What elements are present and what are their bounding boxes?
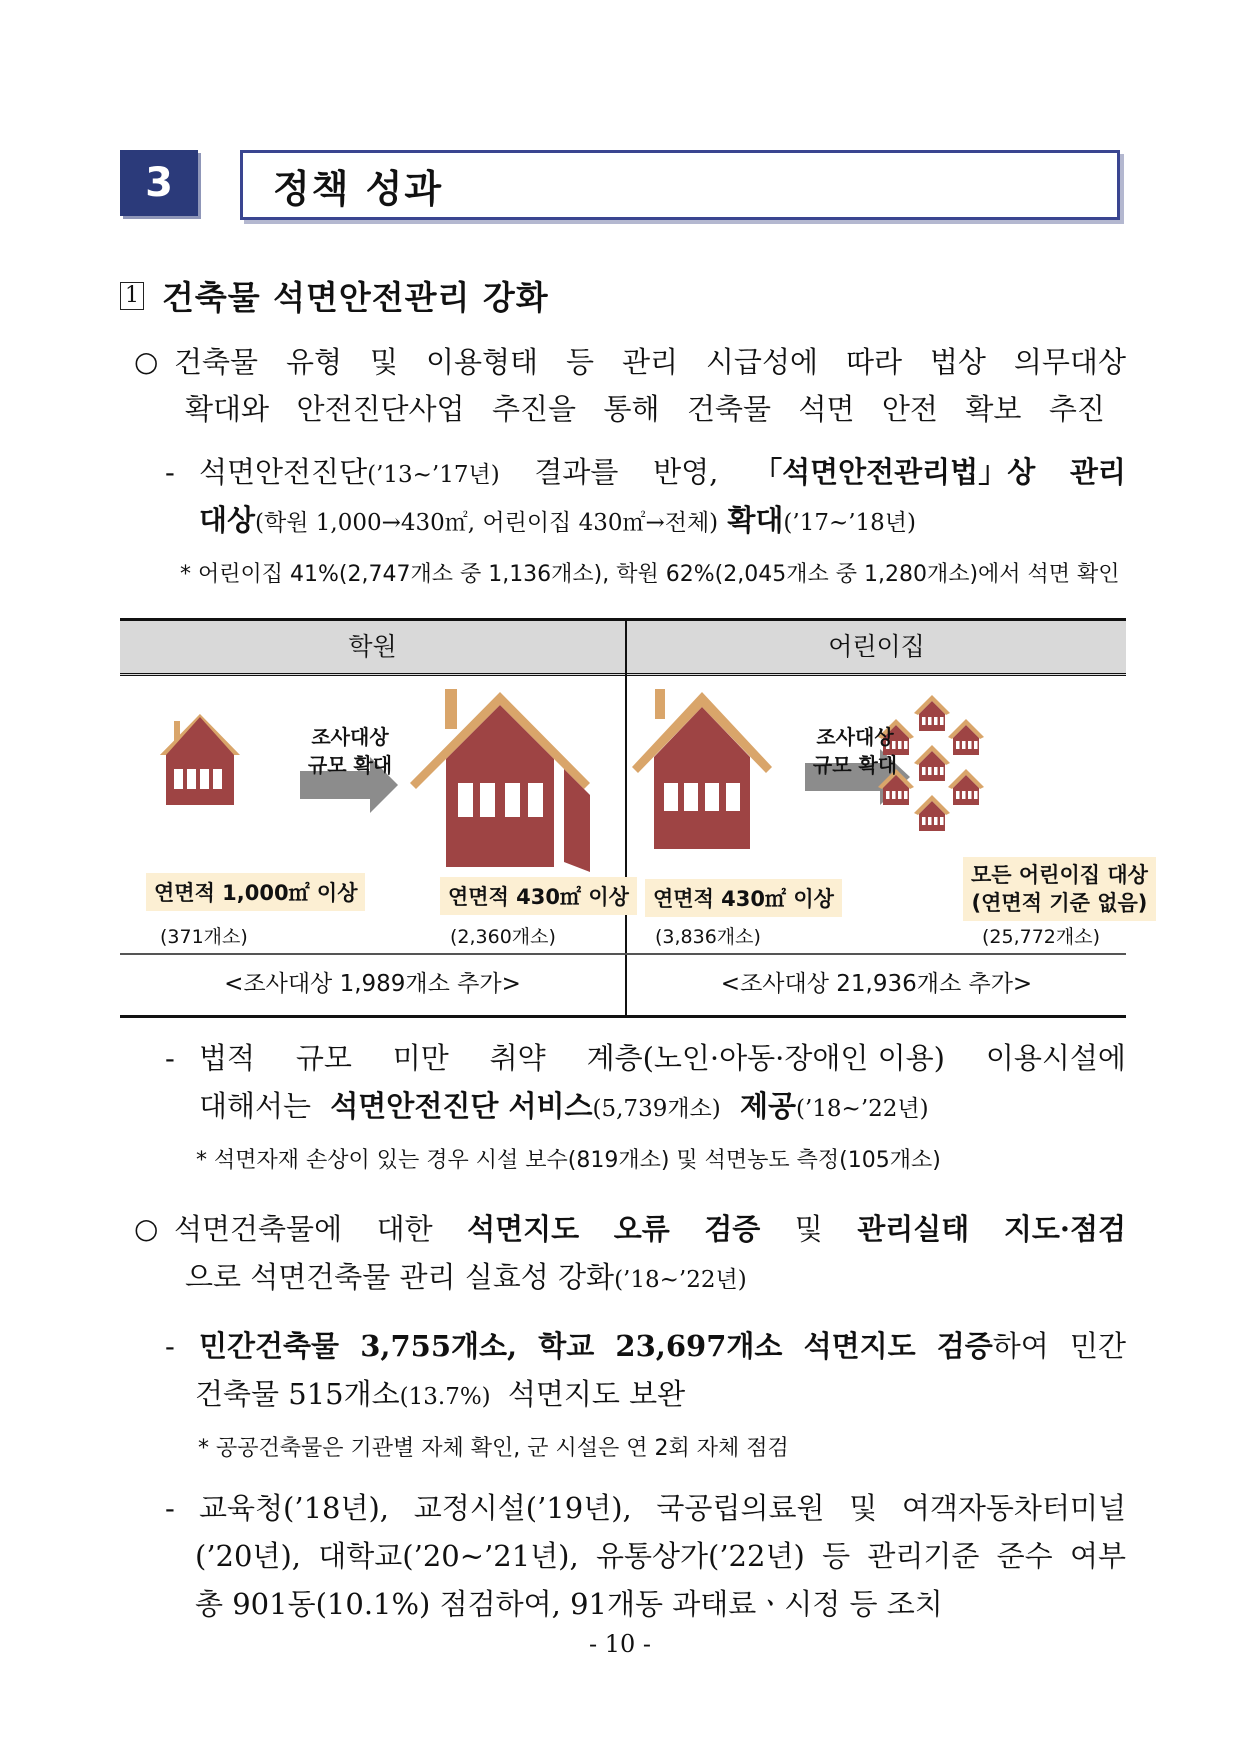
dash-item-2-line-1 [165, 1034, 1126, 1082]
dash-bullet: - [165, 455, 175, 489]
dash-bullet: - [165, 1041, 175, 1075]
word: 대한 [376, 1212, 433, 1246]
subsection-number: 1 [120, 282, 144, 310]
table-header-daycare: 어린이집 [828, 632, 925, 661]
text-small: (’18~’22년) [614, 1267, 747, 1293]
word: 통해 [603, 392, 660, 426]
word: 따라 [845, 345, 902, 379]
text-bold: 확대 [727, 503, 784, 537]
small-house-icon [948, 769, 984, 805]
word: 지도·점검 [1003, 1212, 1126, 1246]
circle-bullet: ○ [134, 1212, 159, 1245]
note-1: * 어린이집 41%(2,747개소 중 1,136개소), 학원 62%(2,045개소 중 1,280개소)에서 석면 확인 [180, 562, 1120, 587]
dash-bullet: - [165, 1491, 175, 1525]
word: 교정시설(’19년), [413, 1491, 632, 1525]
word: 민간 [1069, 1329, 1126, 1363]
text-small: (학원 1,000→430㎡, 어린이집 430㎡→전체) [255, 510, 719, 536]
text-small: (13.7%) [399, 1384, 491, 1410]
table-footer-academy: <조사대상 1,989개소 추가> [224, 971, 521, 997]
word: 하여 [992, 1329, 1049, 1363]
word: 국공립의료원 [656, 1491, 825, 1525]
dash-item-4-line-2 [195, 1532, 1126, 1580]
word-group [937, 1322, 1049, 1370]
text-bold: 제공 [739, 1089, 796, 1123]
word: 석면지도 [467, 1212, 580, 1246]
text-bold: 대상 [199, 503, 256, 537]
label-daycare-after [963, 857, 1156, 921]
word: 건축물 [174, 345, 259, 379]
small-house-icon [160, 714, 240, 805]
label-line: 모든 어린이집 대상 [971, 863, 1148, 887]
word: 계층(노인·아동·장애인 이용) [586, 1041, 945, 1075]
word: 교육청(’18년), [199, 1491, 390, 1525]
small-house-icon [948, 719, 984, 755]
small-house-icon [914, 695, 950, 731]
paragraph-1-line-2 [185, 385, 1105, 433]
arrow-caption-daycare [805, 723, 905, 779]
word: 검증 [704, 1212, 761, 1246]
word: 이용시설에 [985, 1041, 1126, 1075]
dash-item-3-words [199, 1322, 1126, 1370]
word: 오류 [613, 1212, 670, 1246]
word: 추진 [1048, 392, 1105, 426]
text: 건축물 515개소 [195, 1377, 400, 1411]
word-bold: 검증 [936, 1329, 993, 1363]
section-title: 정책 성과 [273, 166, 444, 211]
paragraph-1-line-1 [134, 338, 1126, 386]
medium-house-icon [632, 689, 772, 849]
dash-item-4-line-3: 총 901동(10.1%) 점검하여, 91개동 과태료ㆍ시정 등 조치 [195, 1587, 943, 1621]
word: 법적 [199, 1041, 256, 1075]
word: 관리기준 [867, 1539, 980, 1573]
word-bold: 석면지도 [803, 1329, 916, 1363]
word-bold: 3,755개소, [360, 1329, 518, 1363]
paragraph-2-line-2 [185, 1253, 1126, 1304]
section-number: 3 [120, 150, 198, 216]
count-academy-before: (371개소) [160, 926, 248, 948]
dash-bullet: - [165, 1329, 175, 1363]
word: 등 [822, 1539, 851, 1573]
paragraph-2-line-1 [134, 1205, 1126, 1253]
word: 유통상가(’22년) [595, 1539, 805, 1573]
word: 법상 [929, 345, 986, 379]
text-small: (’13~’17년) [367, 462, 500, 488]
count-daycare-after: (25,772개소) [982, 926, 1101, 948]
text-bold: 관리 [1069, 455, 1126, 489]
text-small: (’18~’22년) [796, 1096, 929, 1122]
count-daycare-before: (3,836개소) [655, 926, 761, 948]
table-footer-daycare: <조사대상 21,936개소 추가> [720, 971, 1033, 997]
word: 준수 [996, 1539, 1053, 1573]
label-academy-before: 연면적 1,000㎡ 이상 [146, 873, 365, 911]
text: 반영, [653, 455, 719, 489]
word: 추진을 [492, 392, 577, 426]
dash-item-1-line-1 [165, 448, 1126, 499]
text: 대해서는 [199, 1089, 312, 1123]
text: 석면지도 보완 [507, 1377, 686, 1411]
word: 및 [369, 345, 398, 379]
word: 미만 [392, 1041, 449, 1075]
arrow-caption-line: 조사대상 [816, 725, 894, 749]
page-number: - 10 - [588, 1630, 651, 1658]
count-academy-after: (2,360개소) [450, 926, 556, 948]
note-3: * 공공건축물은 기관별 자체 확인, 군 시설은 연 2회 자체 점검 [198, 1436, 789, 1461]
arrow-caption-academy [300, 723, 400, 779]
paragraph-1-words [174, 338, 1126, 386]
text: 결과를 [534, 455, 619, 489]
text-small: (5,739개소) [592, 1096, 721, 1122]
word: 여부 [1069, 1539, 1126, 1573]
small-house-icon [914, 795, 950, 831]
word: 석면 [798, 392, 855, 426]
subsection-title: 건축물 석면안전관리 강화 [162, 278, 549, 317]
word: 여객자동차터미널 [901, 1491, 1126, 1525]
word: 확대와 [185, 392, 270, 426]
word: 및 [849, 1491, 878, 1525]
word: 석면건축물에 [174, 1212, 343, 1246]
word: 의무대상 [1013, 345, 1126, 379]
arrow-caption-line: 규모 확대 [812, 753, 898, 777]
subsection-heading [120, 272, 549, 319]
word-bold: 23,697개소 [615, 1329, 783, 1363]
text-small: (’17~’18년) [783, 510, 916, 536]
word: 취약 [489, 1041, 546, 1075]
word: 대학교(’20~’21년), [318, 1539, 579, 1573]
word-bold: 학교 [538, 1329, 595, 1363]
text: 으로 석면건축물 관리 실효성 강화 [185, 1260, 615, 1294]
dash-item-2-words [199, 1034, 1126, 1082]
label-daycare-before: 연면적 430㎡ 이상 [645, 879, 842, 917]
circle-bullet: ○ [134, 345, 159, 378]
note-2: * 석면자재 손상이 있는 경우 시설 보수(819개소) 및 석면농도 측정(105개소) [196, 1148, 941, 1173]
word: 등 [565, 345, 594, 379]
word: 시급성에 [705, 345, 818, 379]
arrow-caption-line: 조사대상 [311, 725, 389, 749]
dash-item-3-line-2 [195, 1370, 1126, 1421]
large-house-icon [410, 689, 590, 872]
dash-item-1-line-2 [199, 496, 1126, 547]
dash-item-2-line-2 [199, 1082, 1126, 1133]
word: 유형 [286, 345, 343, 379]
word: 확보 [965, 392, 1022, 426]
dash-item-4-words [199, 1484, 1126, 1532]
word: 관리실태 [857, 1212, 970, 1246]
word: 관리 [621, 345, 678, 379]
label-line: (연면적 기준 없음) [971, 891, 1148, 915]
dash-item-4-line-1 [165, 1484, 1126, 1532]
word: 안전진단사업 [296, 392, 465, 426]
word: 건축물 [686, 392, 772, 426]
comparison-table [120, 618, 1148, 1018]
dash-item-3-line-1 [165, 1322, 1126, 1370]
word: (’20년), [195, 1539, 301, 1573]
word: 및 [794, 1212, 823, 1246]
word: 안전 [881, 392, 938, 426]
arrow-caption-line: 규모 확대 [307, 753, 393, 777]
word: 규모 [295, 1041, 352, 1075]
text-bold: 석면안전진단 서비스 [330, 1089, 593, 1123]
table-header-academy: 학원 [348, 632, 397, 661]
word-bold: 민간건축물 [199, 1329, 340, 1363]
text: 석면안전진단 [199, 455, 368, 489]
label-academy-after: 연면적 430㎡ 이상 [440, 877, 637, 915]
word: 이용형태 [425, 345, 539, 379]
small-house-icon [914, 745, 950, 781]
paragraph-2-words [174, 1205, 1126, 1253]
text-bold: 「석면안전관리법」상 [753, 455, 1036, 489]
section-title-box [240, 150, 1120, 220]
